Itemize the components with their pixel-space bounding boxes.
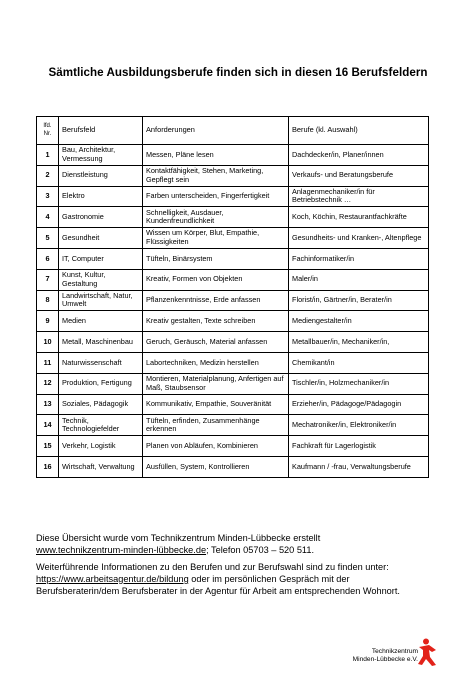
cell-nr: 9: [37, 311, 59, 332]
table-row: [37, 415, 429, 436]
header-nr-line1: lfd.: [43, 123, 52, 129]
footer-credit-line1: Diese Übersicht wurde vom Technikzentrum Minden-Lübbecke erstellt: [36, 533, 321, 543]
logo-figure: [418, 645, 436, 666]
cell-anforderungen: Pflanzenkenntnisse, Erde anfassen: [143, 290, 289, 311]
header-berufe: Berufe (kl. Auswahl): [289, 117, 429, 145]
footer-info-line3: Berufsberaterin/dem Berufsberater in der Agentur für Arbeit am entsprechenden Wohnort.: [36, 585, 400, 596]
berufsfelder-table: [36, 116, 429, 478]
cell-anforderungen: Kommunikativ, Empathie, Souveränität: [143, 394, 289, 415]
logo-head: [423, 639, 429, 645]
cell-berufe: Maler/in: [289, 269, 429, 290]
logo-text: [318, 648, 418, 664]
cell-nr: 12: [37, 373, 59, 394]
arbeitsagentur-link[interactable]: https://www.arbeitsagentur.de/bildung: [36, 573, 189, 584]
cell-anforderungen: Geruch, Geräusch, Material anfassen: [143, 332, 289, 353]
cell-berufsfeld: IT, Computer: [59, 248, 143, 269]
cell-berufsfeld: Technik, Technologiefelder: [59, 415, 143, 436]
table-row: [37, 165, 429, 186]
footer-phone: ; Telefon 05703 – 520 511.: [206, 544, 315, 555]
cell-anforderungen: Tüfteln, erfinden, Zusammenhänge erkennen: [143, 415, 289, 436]
cell-berufe: Tischler/in, Holzmechaniker/in: [289, 373, 429, 394]
table-row: [37, 311, 429, 332]
cell-nr: 6: [37, 248, 59, 269]
header-berufsfeld: Berufsfeld: [59, 117, 143, 145]
page-title: Sämtliche Ausbildungsberufe finden sich in diesen 16 Berufsfeldern: [48, 66, 428, 79]
footer-info-rest: oder im persönlichen Gespräch mit der: [188, 573, 350, 584]
table-row: [37, 290, 429, 311]
cell-berufe: Mediengestalter/in: [289, 311, 429, 332]
table-row: [37, 332, 429, 353]
logo-line2: Minden-Lübbecke e.V.: [352, 655, 418, 663]
cell-berufe: Koch, Köchin, Restaurantfachkräfte: [289, 207, 429, 228]
technikzentrum-link[interactable]: www.technikzentrum-minden-lübbecke.de: [36, 544, 207, 555]
cell-nr: 11: [37, 352, 59, 373]
cell-berufsfeld: Kunst, Kultur, Gestaltung: [59, 269, 143, 290]
cell-nr: 10: [37, 332, 59, 353]
cell-nr: 14: [37, 415, 59, 436]
cell-anforderungen: Wissen um Körper, Blut, Empathie, Flüssigkeiten: [143, 228, 289, 249]
cell-anforderungen: Tüfteln, Binärsystem: [143, 248, 289, 269]
cell-berufsfeld: Metall, Maschinenbau: [59, 332, 143, 353]
table-row: [37, 436, 429, 457]
table-row: [37, 394, 429, 415]
table-row: [37, 352, 429, 373]
cell-nr: 16: [37, 456, 59, 477]
cell-berufsfeld: Bau, Architektur, Vermessung: [59, 145, 143, 166]
cell-berufsfeld: Wirtschaft, Verwaltung: [59, 456, 143, 477]
cell-nr: 4: [37, 207, 59, 228]
table-row: [37, 373, 429, 394]
table-row: [37, 248, 429, 269]
cell-berufsfeld: Landwirtschaft, Natur, Umwelt: [59, 290, 143, 311]
cell-berufe: Gesundheits- und Kranken-, Altenpflege: [289, 228, 429, 249]
cell-nr: 15: [37, 436, 59, 457]
table-row: [37, 145, 429, 166]
technikzentrum-logo-icon: [414, 637, 440, 667]
cell-anforderungen: Labortechniken, Medizin herstellen: [143, 352, 289, 373]
cell-nr: 1: [37, 145, 59, 166]
table-row: [37, 456, 429, 477]
cell-anforderungen: Kontaktfähigkeit, Stehen, Marketing, Gepflegt sein: [143, 165, 289, 186]
cell-nr: 5: [37, 228, 59, 249]
cell-berufe: Fachinformatiker/in: [289, 248, 429, 269]
cell-berufsfeld: Naturwissenschaft: [59, 352, 143, 373]
cell-nr: 7: [37, 269, 59, 290]
cell-berufsfeld: Gastronomie: [59, 207, 143, 228]
cell-berufe: Dachdecker/in, Planer/innen: [289, 145, 429, 166]
footer-credit-line2: [36, 545, 456, 557]
cell-anforderungen: Schnelligkeit, Ausdauer, Kundenfreundlichkeit: [143, 207, 289, 228]
cell-anforderungen: Montieren, Materialplanung, Anfertigen auf Maß, Staubsensor: [143, 373, 289, 394]
header-nr: [37, 117, 59, 145]
cell-berufsfeld: Elektro: [59, 186, 143, 207]
cell-nr: 3: [37, 186, 59, 207]
cell-berufe: Chemikant/in: [289, 352, 429, 373]
cell-anforderungen: Kreativ gestalten, Texte schreiben: [143, 311, 289, 332]
cell-berufe: Mechatroniker/in, Elektroniker/in: [289, 415, 429, 436]
table-row: [37, 228, 429, 249]
header-anforderungen: Anforderungen: [143, 117, 289, 145]
cell-berufe: Florist/in, Gärtner/in, Berater/in: [289, 290, 429, 311]
footer-info-line2: [36, 574, 456, 586]
table-row: [37, 269, 429, 290]
cell-anforderungen: Planen von Abläufen, Kombinieren: [143, 436, 289, 457]
cell-berufsfeld: Medien: [59, 311, 143, 332]
logo-line1: Technikzentrum: [371, 648, 418, 655]
cell-nr: 13: [37, 394, 59, 415]
cell-berufsfeld: Gesundheit: [59, 228, 143, 249]
footer-info: [36, 562, 456, 597]
cell-berufe: Verkaufs- und Beratungsberufe: [289, 165, 429, 186]
cell-berufe: Fachkraft für Lagerlogistik: [289, 436, 429, 457]
table-row: [37, 207, 429, 228]
cell-nr: 8: [37, 290, 59, 311]
cell-anforderungen: Farben unterscheiden, Fingerfertigkeit: [143, 186, 289, 207]
table-header-row: [37, 117, 429, 145]
cell-berufsfeld: Soziales, Pädagogik: [59, 394, 143, 415]
cell-berufe: Metallbauer/in, Mechaniker/in,: [289, 332, 429, 353]
cell-berufe: Anlagenmechaniker/in für Betriebstechnik …: [289, 186, 429, 207]
table-row: [37, 186, 429, 207]
cell-berufe: Erzieher/in, Pädagoge/Pädagogin: [289, 394, 429, 415]
cell-berufsfeld: Verkehr, Logistik: [59, 436, 143, 457]
footer-info-line1: Weiterführende Informationen zu den Berufen und zur Berufswahl sind zu finden unter:: [36, 562, 389, 572]
cell-anforderungen: Kreativ, Formen von Objekten: [143, 269, 289, 290]
header-nr-line2: Nr.: [43, 130, 52, 137]
footer-credit: [36, 533, 456, 557]
cell-nr: 2: [37, 165, 59, 186]
cell-berufsfeld: Dienstleistung: [59, 165, 143, 186]
cell-anforderungen: Messen, Pläne lesen: [143, 145, 289, 166]
cell-berufsfeld: Produktion, Fertigung: [59, 373, 143, 394]
cell-berufe: Kaufmann / -frau, Verwaltungsberufe: [289, 456, 429, 477]
cell-anforderungen: Ausfüllen, System, Kontrollieren: [143, 456, 289, 477]
